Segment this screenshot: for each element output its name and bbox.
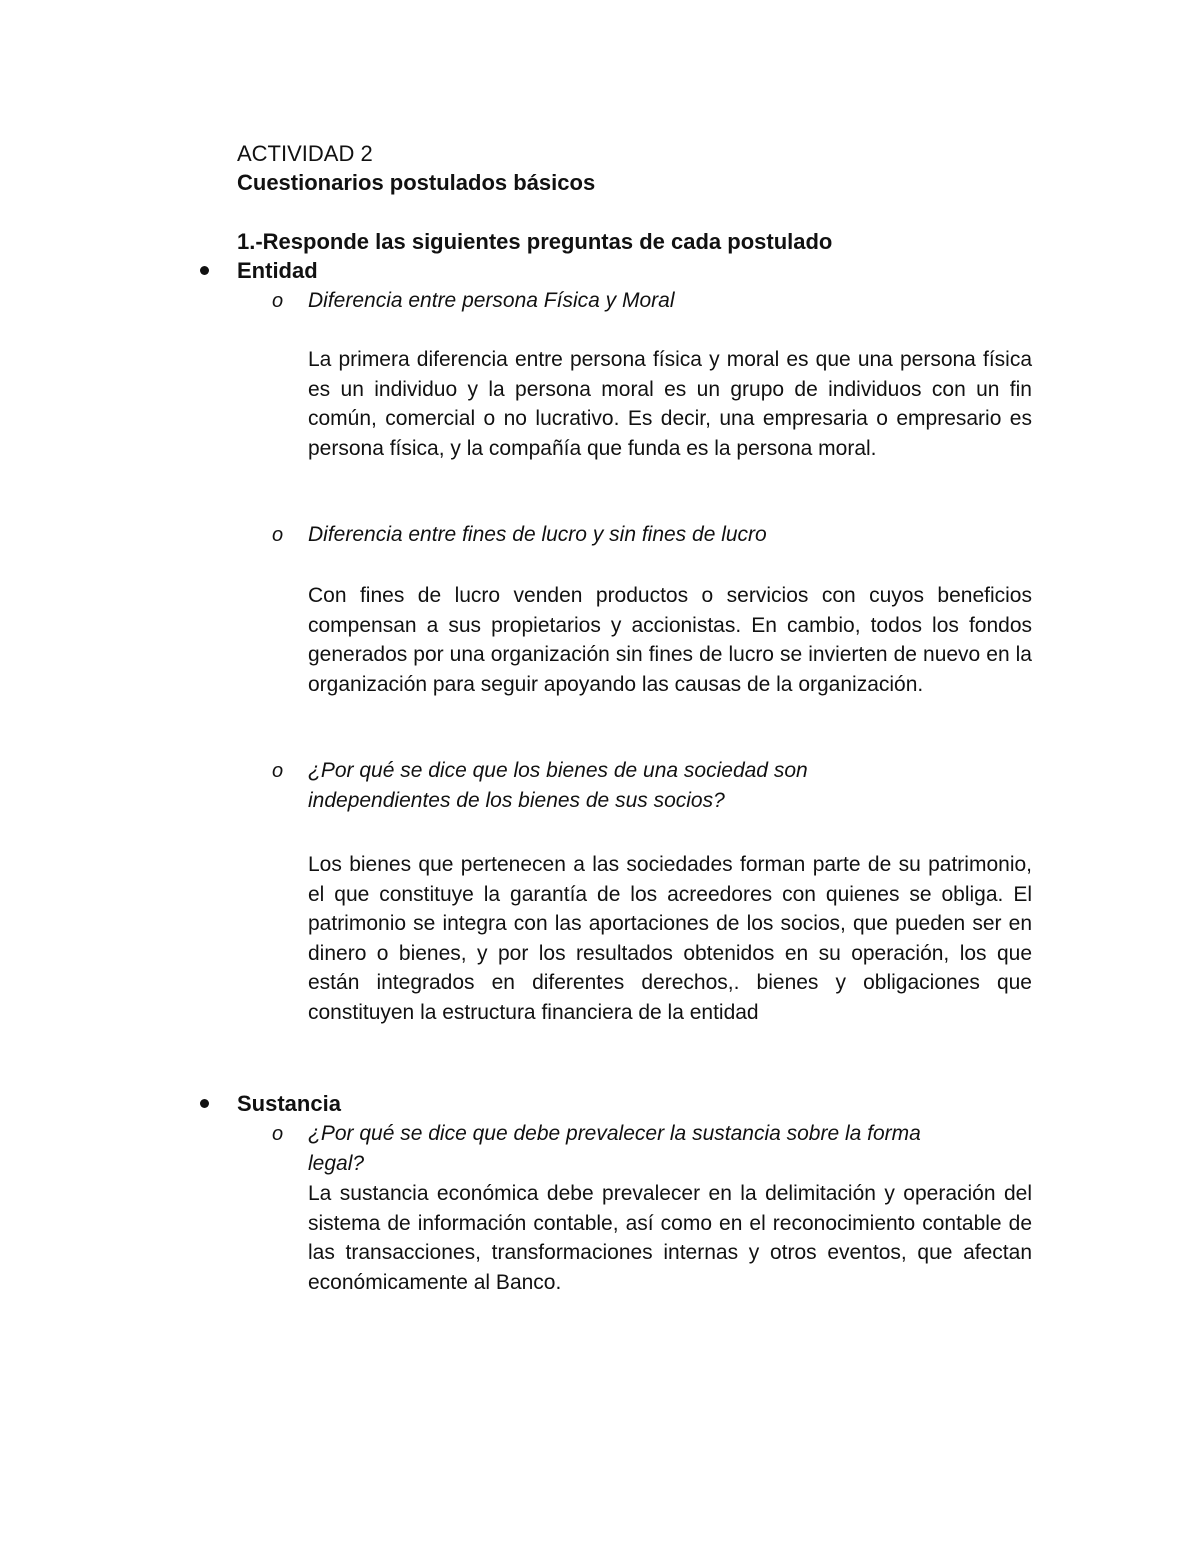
- answer-bienes-sociedad: Los bienes que pertenecen a las sociedades forman parte de su patrimonio, el que constituye la garantía de los acreedores con quienes se obliga. El patrimonio se integra con las aportaciones de los socios, que pueden ser en dinero o bienes, y por los resultados obtenidos en su operación, los que están integrados en diferentes derechos,. bienes y obligaciones que constituyen la estructura financiera de la entidad: [308, 853, 1032, 1024]
- answer-sustancia: La sustancia económica debe prevalecer en la delimitación y operación del sistema de información contable, así como en el reconocimiento contable de las transacciones, transformaciones internas y otros eventos, que afectan económicamente al Banco.: [308, 1182, 1032, 1294]
- bullet-icon: [200, 266, 209, 275]
- bullet-icon: [200, 1099, 209, 1108]
- answer-persona-fisica-moral: La primera diferencia entre persona física y moral es que una persona física es un individuo y la persona moral es un grupo de individuos con un fin común, comercial o no lucrativo. Es decir, una empresaria o empresario es persona física, y la compañía que funda es la persona moral.: [308, 348, 1032, 460]
- sub-bullet-icon: o: [272, 290, 284, 312]
- sub-bullet-icon: o: [272, 760, 284, 782]
- question-fines-de-lucro: Diferencia entre fines de lucro y sin fines de lucro: [308, 523, 767, 546]
- sub-bullet-icon: o: [272, 1123, 284, 1145]
- section-label-entidad: Entidad: [237, 258, 318, 283]
- answer-fines-de-lucro: Con fines de lucro venden productos o servicios con cuyos beneficios compensan a sus propietarios y accionistas. En cambio, todos los fondos generados por una organización sin fines de lucro se invierten de nuevo en la organización para seguir apoyando las causas de la organización.: [308, 584, 1032, 696]
- activity-title: ACTIVIDAD 2: [237, 141, 373, 166]
- question-sustancia-line2: legal?: [308, 1152, 365, 1175]
- document-subtitle: Cuestionarios postulados básicos: [237, 170, 596, 195]
- question-persona-fisica-moral: Diferencia entre persona Física y Moral: [308, 289, 675, 312]
- sub-bullet-icon: o: [272, 524, 284, 546]
- instruction-text: 1.-Responde las siguientes preguntas de cada postulado: [237, 229, 833, 254]
- question-bienes-sociedad-line2: independientes de los bienes de sus socios?: [308, 789, 725, 812]
- section-label-sustancia: Sustancia: [237, 1091, 341, 1116]
- question-sustancia-line1: ¿Por qué se dice que debe prevalecer la sustancia sobre la forma: [308, 1122, 921, 1145]
- question-bienes-sociedad-line1: ¿Por qué se dice que los bienes de una sociedad son: [308, 759, 808, 782]
